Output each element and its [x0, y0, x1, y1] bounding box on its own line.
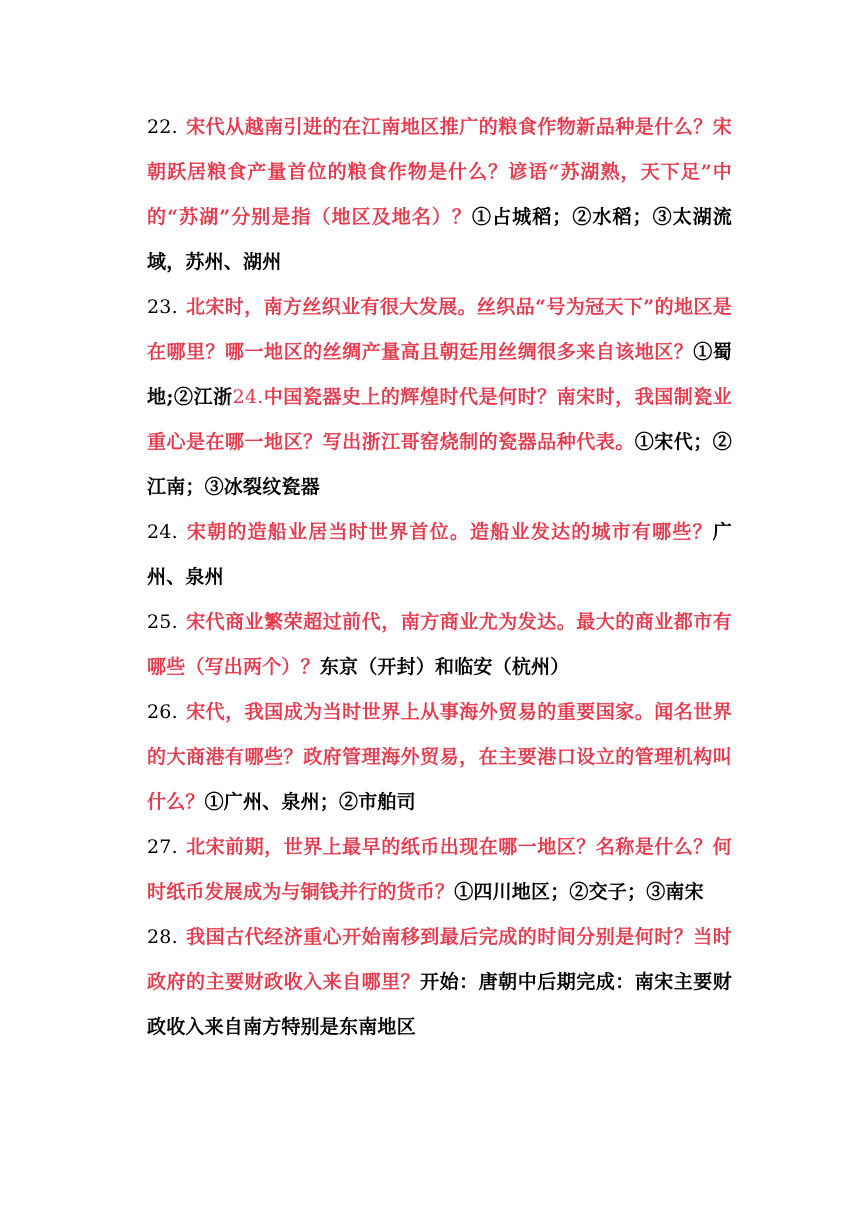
answer-text: 广州、泉州 — [147, 521, 732, 588]
document-page — [147, 105, 732, 1050]
answer-text: ①宋代；②江南；③冰裂纹瓷器 — [147, 431, 732, 498]
item-number: 22. — [147, 116, 178, 138]
question-text: 宋代商业繁荣超过前代，南方商业尤为发达。最大的商业都市有哪些（写出两个）？ — [147, 611, 732, 678]
answer-text: ①占城稻；②水稻；③太湖流域，苏州、湖州 — [147, 206, 732, 273]
item-number: 27. — [147, 836, 178, 858]
list-item-28 — [147, 915, 732, 1050]
item-number: 26. — [147, 701, 178, 723]
question-text: 宋代，我国成为当时世界上从事海外贸易的重要国家。闻名世界的大商港有哪些？政府管理海外贸易，在主要港口设立的管理机构叫什么？ — [147, 701, 732, 813]
item-number: 23. — [147, 296, 178, 318]
question-text: 中国瓷器史上的辉煌时代是何时？南宋时，我国制瓷业重心是在哪一地区？写出浙江哥窑烧制的瓷器品种代表。 — [147, 386, 732, 453]
item-number: 28. — [147, 926, 178, 948]
answer-text: ①蜀地;②江浙 — [147, 341, 732, 408]
list-item-23 — [147, 285, 732, 510]
question-text: 我国古代经济重心开始南移到最后完成的时间分别是何时？当时政府的主要财政收入来自哪里？ — [147, 926, 732, 993]
list-item-25 — [147, 600, 732, 690]
list-item-24 — [147, 510, 732, 600]
answer-text: ①广州、泉州；②市舶司 — [204, 791, 416, 813]
answer-text: 东京（开封）和临安（杭州） — [319, 656, 570, 678]
question-text: 北宋时，南方丝织业有很大发展。丝织品“号为冠天下”的地区是在哪里？哪一地区的丝绸产量高且朝廷用丝绸很多来自该地区？ — [147, 296, 732, 363]
question-text: 宋朝的造船业居当时世界首位。造船业发达的城市有哪些？ — [185, 521, 713, 543]
list-item-22 — [147, 105, 732, 285]
item-number: 24. — [147, 521, 178, 543]
question-text: 北宋前期，世界上最早的纸币出现在哪一地区？名称是什么？何时纸币发展成为与铜钱并行的货币？ — [147, 836, 732, 903]
list-item-27 — [147, 825, 732, 915]
inline-item-number: 24. — [232, 386, 264, 408]
answer-text: ①四川地区；②交子；③南宋 — [454, 881, 704, 903]
item-number: 25. — [147, 611, 178, 633]
question-text: 宋代从越南引进的在江南地区推广的粮食作物新品种是什么？宋朝跃居粮食产量首位的粮食作物是什么？谚语“苏湖熟，天下足”中的“苏湖”分别是指（地区及地名）？ — [147, 116, 732, 228]
answer-text: 开始：唐朝中后期完成：南宋主要财政收入来自南方特别是东南地区 — [147, 971, 732, 1038]
list-item-26 — [147, 690, 732, 825]
